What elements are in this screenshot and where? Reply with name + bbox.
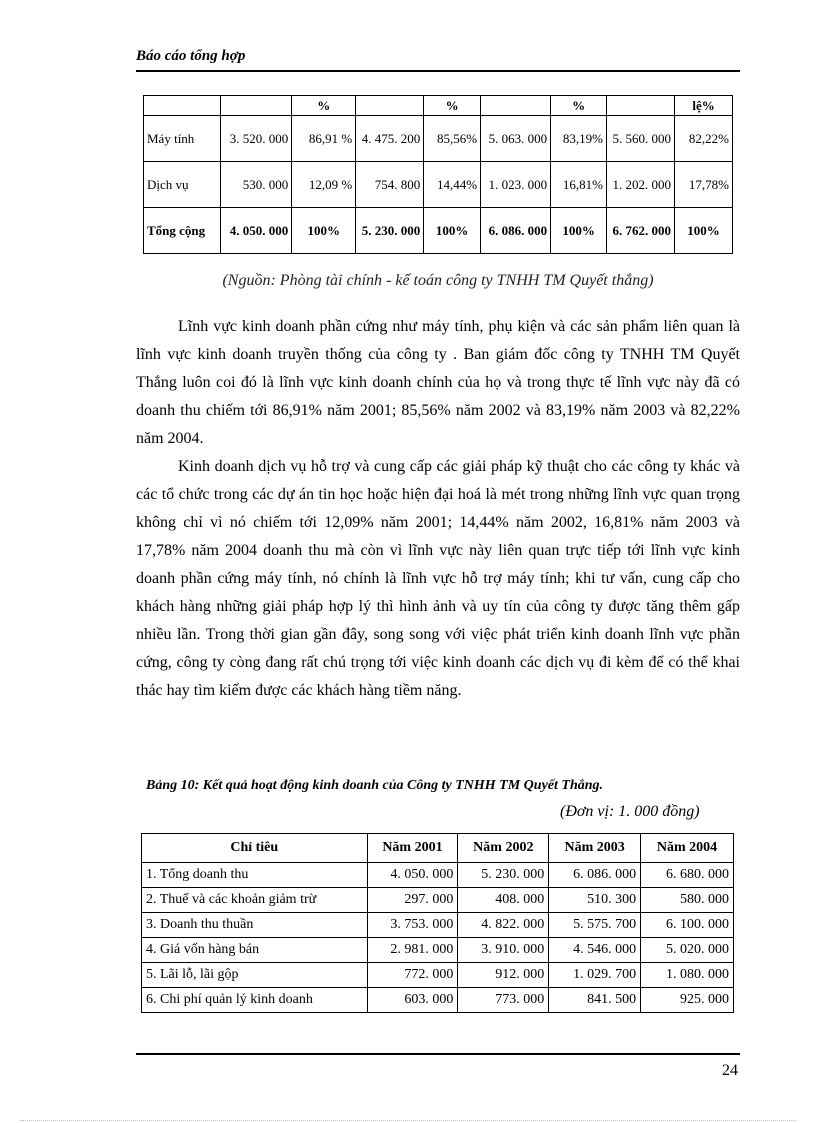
table2-cell: 4. 822. 000 <box>458 913 549 938</box>
table-row <box>142 863 734 888</box>
table2-cell: 510. 300 <box>549 888 641 913</box>
table2-cell: 408. 000 <box>458 888 549 913</box>
header-rule <box>136 70 740 72</box>
table1-cell: 12,09 % <box>292 162 356 208</box>
table1-row-label: Dịch vụ <box>144 162 221 208</box>
table2-unit: (Đơn vị: 1. 000 đồng) <box>560 803 700 820</box>
table-row <box>142 988 734 1013</box>
table2-header-cell: Năm 2002 <box>458 834 549 863</box>
table1-cell: 4. 475. 200 <box>356 116 424 162</box>
table2-caption: Bảng 10: Kết quả hoạt động kinh doanh của Công ty TNHH TM Quyết Thắng. <box>146 778 604 793</box>
table1-cell: 3. 520. 000 <box>221 116 292 162</box>
table2-row-label: 2. Thuế và các khoản giảm trừ <box>142 888 368 913</box>
table1-row-dich-vu <box>144 162 733 208</box>
table1-header-cell <box>356 96 424 116</box>
table2-header-cell: Năm 2001 <box>367 834 458 863</box>
body-paragraph: Lĩnh vực kinh doanh phần cứng như máy tính, phụ kiện và các sản phẩm liên quan là lĩnh vực kinh doanh truyền thống của công ty . Ban giám đốc công ty TNHH TM Quyết Thắng luôn coi đó là lĩnh vực kinh doanh chính của họ và trong thực tế lĩnh vực này đã có doanh thu chiếm tới 86,91% năm 2001; 85,56% năm 2002 và 83,19% năm 2003 và 82,22% năm 2004. <box>136 318 740 447</box>
table2-cell: 912. 000 <box>458 963 549 988</box>
table1-cell: 6. 086. 000 <box>481 208 551 254</box>
footer-rule <box>136 1053 740 1055</box>
table1-cell: 82,22% <box>675 116 733 162</box>
table2-header-cell: Năm 2003 <box>549 834 641 863</box>
table1-cell: 16,81% <box>551 162 607 208</box>
table2-cell: 773. 000 <box>458 988 549 1013</box>
table1-header-cell <box>607 96 675 116</box>
table1-cell: 83,19% <box>551 116 607 162</box>
table1-header-cell <box>144 96 221 116</box>
page-number: 24 <box>722 1062 738 1079</box>
table-row <box>142 963 734 988</box>
table2-row-label: 6. Chi phí quản lý kinh doanh <box>142 988 368 1013</box>
table1-header-cell: % <box>551 96 607 116</box>
table2-cell: 297. 000 <box>367 888 458 913</box>
table1-cell: 530. 000 <box>221 162 292 208</box>
table1-cell: 100% <box>551 208 607 254</box>
table2-cell: 5. 230. 000 <box>458 863 549 888</box>
table2-cell: 580. 000 <box>641 888 734 913</box>
table2-header-cell: Năm 2004 <box>641 834 734 863</box>
table2-cell: 6. 100. 000 <box>641 913 734 938</box>
table2-row-label: 5. Lãi lỗ, lãi gộp <box>142 963 368 988</box>
table2-cell: 925. 000 <box>641 988 734 1013</box>
table1-cell: 86,91 % <box>292 116 356 162</box>
table2-header-cell: Chỉ tiêu <box>142 834 368 863</box>
table2-cell: 772. 000 <box>367 963 458 988</box>
table1-row-label: Máy tính <box>144 116 221 162</box>
table1-cell: 1. 023. 000 <box>481 162 551 208</box>
table1-cell: 4. 050. 000 <box>221 208 292 254</box>
table2-cell: 4. 546. 000 <box>549 938 641 963</box>
table2-cell: 3. 910. 000 <box>458 938 549 963</box>
table2-header-row <box>142 834 734 863</box>
page-break-line <box>20 1120 796 1121</box>
table2-cell: 6. 086. 000 <box>549 863 641 888</box>
table1-header-cell: % <box>424 96 481 116</box>
table2-cell: 603. 000 <box>367 988 458 1013</box>
table1-cell: 85,56% <box>424 116 481 162</box>
table1-cell: 100% <box>675 208 733 254</box>
table1-header-cell <box>481 96 551 116</box>
table1-row-label: Tổng cộng <box>144 208 221 254</box>
table1-header-cell: lệ% <box>675 96 733 116</box>
body-paragraph: Kinh doanh dịch vụ hỗ trợ và cung cấp các giải pháp kỹ thuật cho các công ty khác và các tổ chức trong các dự án tin học hoặc hiện đại hoá là mét trong những lĩnh vực quan trọng không chỉ vì nó chiếm tới 12,09% năm 2001; 14,44% năm 2002, 16,81% năm 2003 và 17,78% năm 2004 doanh thu mà còn vì lĩnh vực này liên quan trực tiếp tới lĩnh vực kinh doanh phần cứng máy tính, nó chính là lĩnh vực hỗ trợ máy tính; khi tư vấn, cung cấp cho khách hàng những giải pháp hợp lý thì hình ảnh và uy tín của công ty được tăng thêm gấp nhiều lần. Trong thời gian gần đây, song song với việc phát triển kinh doanh lĩnh vực phần cứng, công ty còng đang rất chú trọng tới việc kinh doanh các dịch vụ đi kèm để có thể khai thác hay tìm kiếm được các khách hàng tiềm năng. <box>136 458 740 699</box>
table1-header-row <box>144 96 733 116</box>
table1-row-tong-cong <box>144 208 733 254</box>
table2-cell: 5. 575. 700 <box>549 913 641 938</box>
table2-cell: 6. 680. 000 <box>641 863 734 888</box>
table2-row-label: 4. Giá vốn hàng bán <box>142 938 368 963</box>
table2-cell: 2. 981. 000 <box>367 938 458 963</box>
table1-cell: 14,44% <box>424 162 481 208</box>
table1-row-may-tinh <box>144 116 733 162</box>
running-header: Báo cáo tổng hợp <box>136 48 246 64</box>
table1-header-cell <box>221 96 292 116</box>
table1-cell: 100% <box>424 208 481 254</box>
table1-cell: 5. 560. 000 <box>607 116 675 162</box>
table2-row-label: 1. Tổng doanh thu <box>142 863 368 888</box>
table1-cell: 754. 800 <box>356 162 424 208</box>
table-row <box>142 913 734 938</box>
table2-cell: 1. 080. 000 <box>641 963 734 988</box>
table2-cell: 3. 753. 000 <box>367 913 458 938</box>
table1-cell: 5. 230. 000 <box>356 208 424 254</box>
table1-source-note: (Nguồn: Phòng tài chính - kế toán công ty TNHH TM Quyết thắng) <box>222 272 654 289</box>
table1-cell: 100% <box>292 208 356 254</box>
table2-row-label: 3. Doanh thu thuần <box>142 913 368 938</box>
table1-cell: 5. 063. 000 <box>481 116 551 162</box>
table-row <box>142 888 734 913</box>
table2-cell: 1. 029. 700 <box>549 963 641 988</box>
table2-cell: 4. 050. 000 <box>367 863 458 888</box>
revenue-structure-table <box>143 95 733 254</box>
table2-cell: 5. 020. 000 <box>641 938 734 963</box>
business-results-table <box>141 833 734 1013</box>
table1-cell: 1. 202. 000 <box>607 162 675 208</box>
table2-cell: 841. 500 <box>549 988 641 1013</box>
table1-header-cell: % <box>292 96 356 116</box>
table1-cell: 6. 762. 000 <box>607 208 675 254</box>
table1-cell: 17,78% <box>675 162 733 208</box>
table-row <box>142 938 734 963</box>
